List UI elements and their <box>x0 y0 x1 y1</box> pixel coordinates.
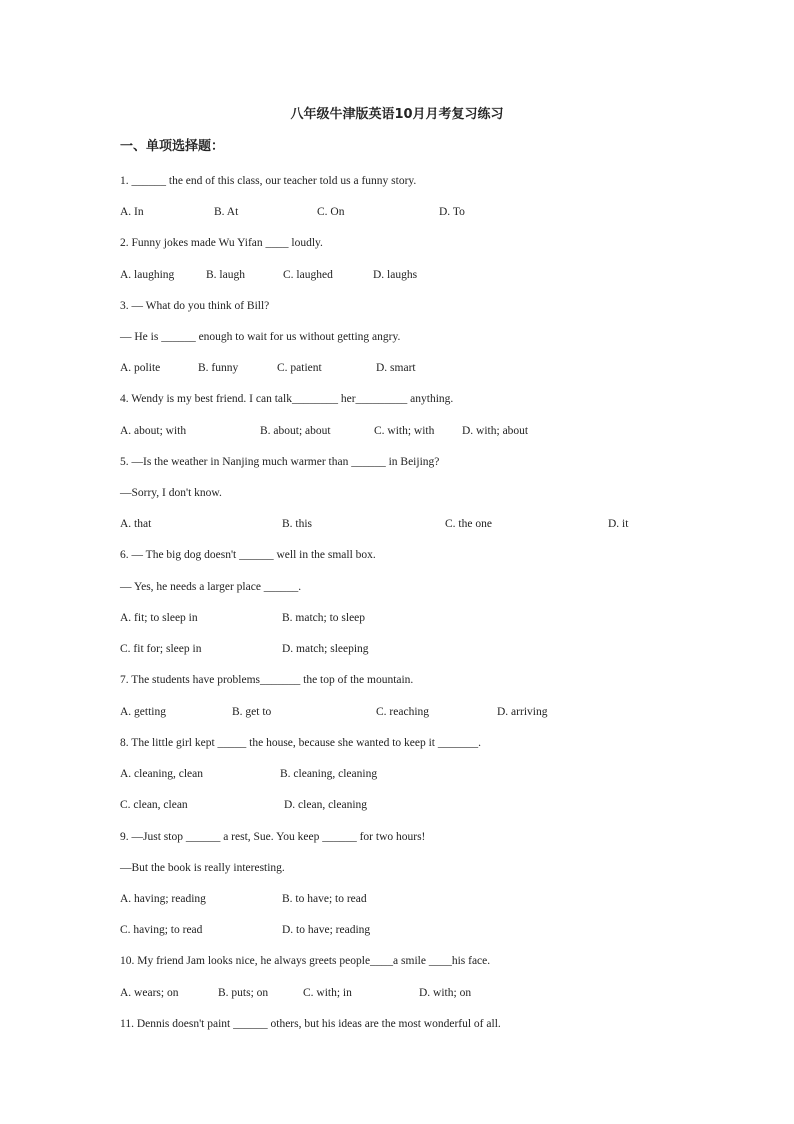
answer-option: D. clean, cleaning <box>284 799 368 811</box>
page-title: 八年级牛津版英语10月月考复习练习 <box>290 107 504 122</box>
answer-option: B. At <box>214 206 239 218</box>
answer-option: A. that <box>120 518 152 530</box>
answer-option: B. cleaning, cleaning <box>280 768 378 780</box>
answer-option: D. with; about <box>462 425 529 437</box>
answer-option: C. fit for; sleep in <box>120 643 202 655</box>
answer-option: D. it <box>608 518 629 530</box>
answer-option: A. getting <box>120 706 166 718</box>
answer-option: A. fit; to sleep in <box>120 612 198 624</box>
question-text: 8. The little girl kept _____ the house, because she wanted to keep it _______. <box>120 737 481 749</box>
answer-option: A. laughing <box>120 269 175 281</box>
answer-option: D. smart <box>376 362 416 374</box>
question-text: 7. The students have problems_______ the top of the mountain. <box>120 674 414 686</box>
answer-option: C. the one <box>445 518 492 530</box>
answer-option: D. arriving <box>497 706 548 718</box>
question-text: 5. —Is the weather in Nanjing much warmer than ______ in Beijing? <box>120 456 440 468</box>
question-text: —But the book is really interesting. <box>120 862 285 874</box>
question-text: 3. — What do you think of Bill? <box>120 300 270 312</box>
answer-option: D. match; sleeping <box>282 643 369 655</box>
answer-option: A. polite <box>120 362 161 374</box>
answer-option: A. wears; on <box>120 987 179 999</box>
answer-option: A. cleaning, clean <box>120 768 204 780</box>
answer-option: C. clean, clean <box>120 799 188 811</box>
answer-option: B. this <box>282 518 313 530</box>
answer-option: C. On <box>317 206 345 218</box>
question-text: 11. Dennis doesn't paint ______ others, but his ideas are the most wonderful of all. <box>120 1018 501 1030</box>
answer-option: B. match; to sleep <box>282 612 366 624</box>
answer-option: B. about; about <box>260 425 331 437</box>
answer-option: B. get to <box>232 706 272 718</box>
section-heading: 一、单项选择题： <box>120 139 225 154</box>
question-text: 2. Funny jokes made Wu Yifan ____ loudly. <box>120 237 323 249</box>
answer-option: C. with; in <box>303 987 352 999</box>
answer-option: B. funny <box>198 362 239 374</box>
answer-option: C. patient <box>277 362 322 374</box>
answer-option: A. In <box>120 206 144 218</box>
answer-option: C. laughed <box>283 269 333 281</box>
answer-option: C. with; with <box>374 425 435 437</box>
answer-option: A. about; with <box>120 425 187 437</box>
answer-option: A. having; reading <box>120 893 206 905</box>
question-text: —Sorry, I don't know. <box>120 487 222 499</box>
answer-option: B. to have; to read <box>282 893 367 905</box>
answer-option: C. having; to read <box>120 924 203 936</box>
question-text: 4. Wendy is my best friend. I can talk________ her_________ anything. <box>120 393 454 405</box>
question-text: 9. —Just stop ______ a rest, Sue. You keep ______ for two hours! <box>120 831 426 843</box>
answer-option: D. laughs <box>373 269 418 281</box>
question-text: 10. My friend Jam looks nice, he always greets people____a smile ____his face. <box>120 955 491 967</box>
question-text: 6. — The big dog doesn't ______ well in the small box. <box>120 549 376 561</box>
question-text: 1. ______ the end of this class, our teacher told us a funny story. <box>120 175 417 187</box>
answer-option: B. puts; on <box>218 987 269 999</box>
answer-option: B. laugh <box>206 269 245 281</box>
answer-option: D. with; on <box>419 987 472 999</box>
question-text: — Yes, he needs a larger place ______. <box>120 581 302 593</box>
answer-option: D. To <box>439 206 465 218</box>
answer-option: C. reaching <box>376 706 430 718</box>
answer-option: D. to have; reading <box>282 924 371 936</box>
question-text: — He is ______ enough to wait for us without getting angry. <box>120 331 401 343</box>
